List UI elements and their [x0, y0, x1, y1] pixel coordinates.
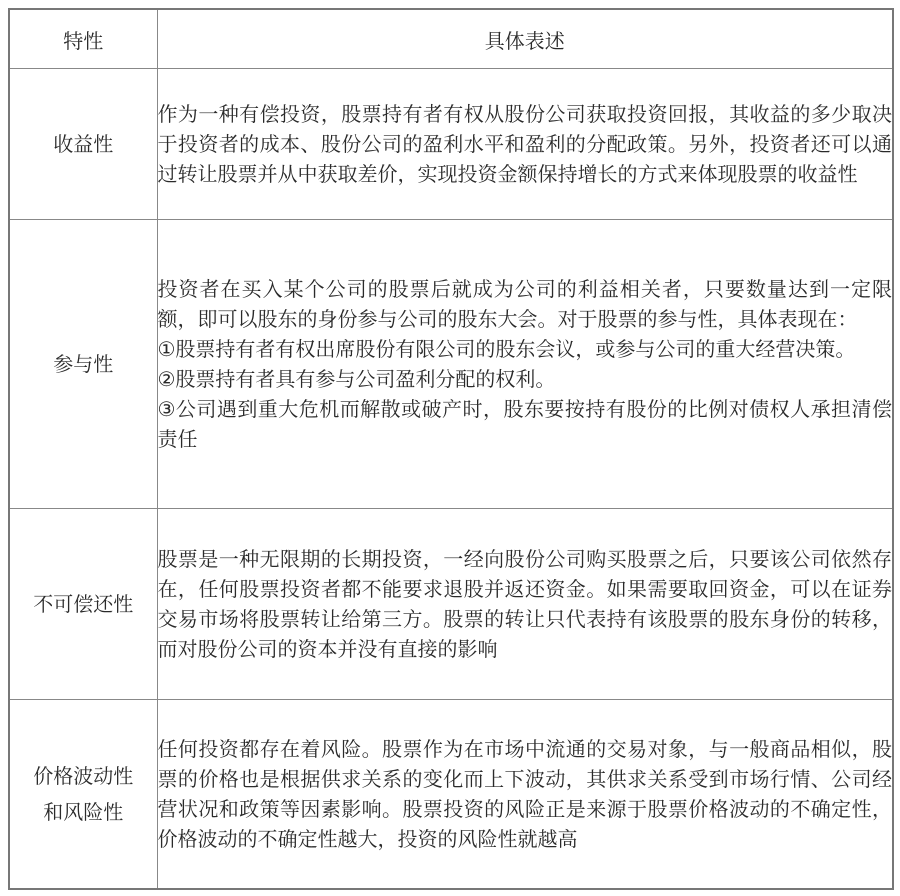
row-description	[157, 220, 893, 509]
table-row	[9, 509, 893, 700]
header-characteristic: 特性	[9, 9, 157, 69]
description-item-3: ③公司遇到重大危机而解散或破产时，股东要按持有股份的比例对债权人承担清偿责任	[157, 397, 892, 451]
table-row	[9, 69, 893, 220]
description-paragraph: 投资者在买入某个公司的股票后就成为公司的利益相关者，只要数量达到一定限额，即可以股东的身份参与公司的股东大会。对于股票的参与性，具体表现在：	[157, 277, 892, 331]
row-name	[9, 700, 157, 890]
stock-characteristics-table	[8, 8, 894, 890]
row-description	[157, 509, 893, 700]
table-row	[9, 220, 893, 509]
description-paragraph: 股票是一种无限期的长期投资，一经向股份公司购买股票之后，只要该公司依然存在，任何股票投资者都不能要求退股并返还资金。如果需要取回资金，可以在证券交易市场将股票转让给第三方。股票的转让只代表持有该股票的股东身份的转移，而对股份公司的资本并没有直接的影响	[157, 547, 892, 661]
description-paragraph: 任何投资都存在着风险。股票作为在市场中流通的交易对象，与一般商品相似，股票的价格也是根据供求关系的变化而上下波动，其供求关系受到市场行情、公司经营状况和政策等因素影响。股票投资的风险正是来源于股票价格波动的不确定性，价格波动的不确定性越大，投资的风险性就越高	[157, 737, 892, 851]
row-name: 参与性	[9, 220, 157, 509]
row-name: 收益性	[9, 69, 157, 220]
row-name-line-2: 和风险性	[43, 800, 124, 824]
description-item-1: ①股票持有者有权出席股份有限公司的股东会议，或参与公司的重大经营决策。	[157, 337, 856, 361]
table-row	[9, 700, 893, 890]
header-row	[9, 9, 893, 69]
row-description	[157, 69, 893, 220]
description-item-2: ②股票持有者具有参与公司盈利分配的权利。	[157, 367, 556, 391]
row-name-line-1: 价格波动性	[33, 764, 134, 788]
row-name: 不可偿还性	[9, 509, 157, 700]
header-description: 具体表述	[157, 9, 893, 69]
row-description	[157, 700, 893, 890]
description-paragraph: 作为一种有偿投资，股票持有者有权从股份公司获取投资回报，其收益的多少取决于投资者的成本、股份公司的盈利水平和盈利的分配政策。另外，投资者还可以通过转让股票并从中获取差价，实现投资金额保持增长的方式来体现股票的收益性	[157, 102, 892, 186]
